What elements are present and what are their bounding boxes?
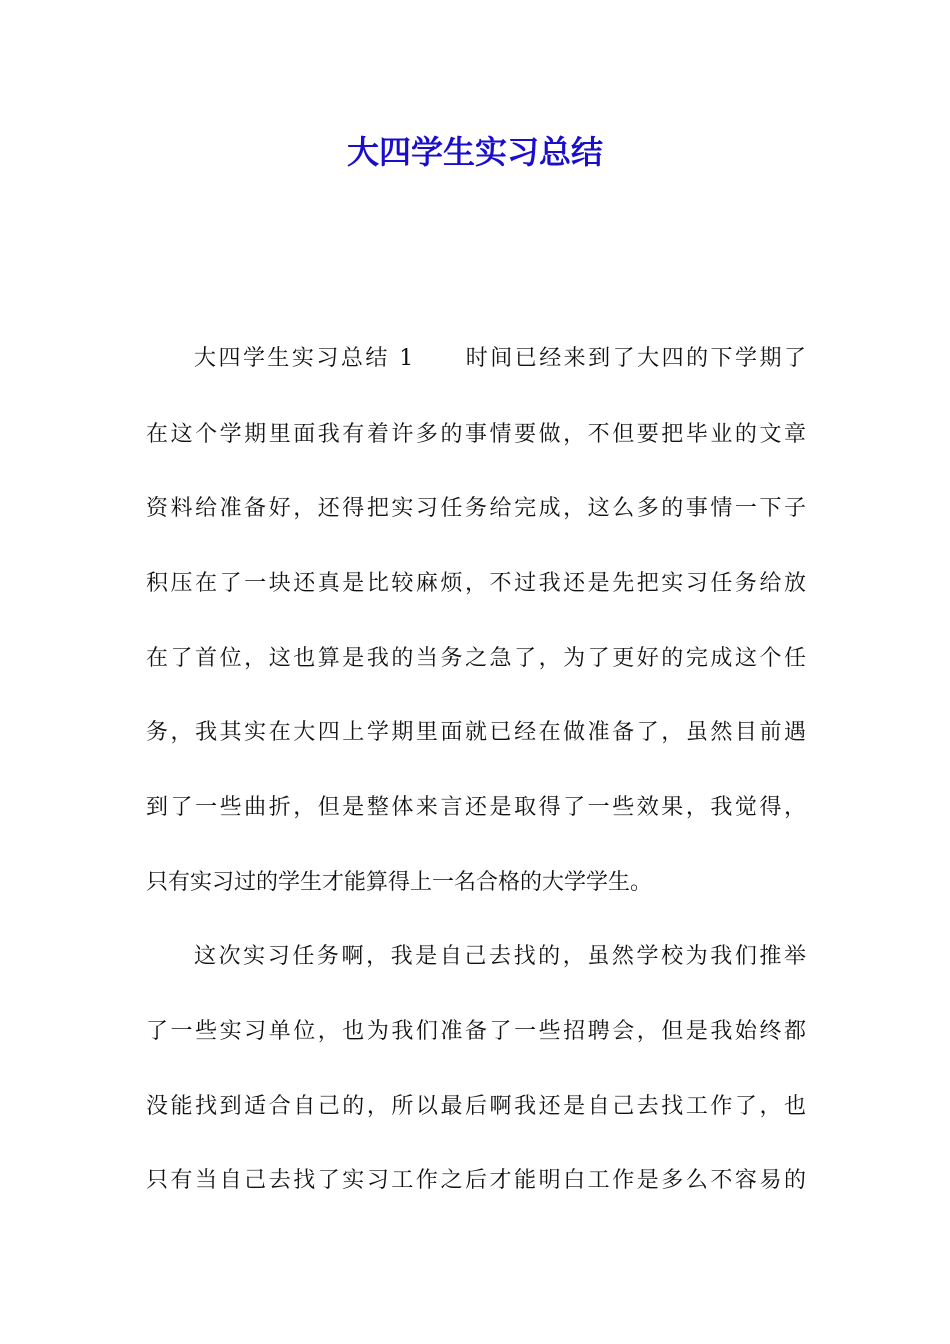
paragraph-2-line-4: 只有当自己去找了实习工作之后才能明白工作是多么不容易的: [146, 1168, 806, 1193]
paragraph-1-line-1: [194, 344, 806, 374]
paragraph-1-line-5: 在了首位，这也算是我的当务之急了，为了更好的完成这个任: [146, 646, 806, 671]
paragraph-1-line-8: 只有实习过的学生才能算得上一名合格的大学学生。: [146, 870, 653, 895]
section-heading: 大四学生实习总结 1: [194, 346, 414, 371]
paragraph-2-line-1: 这次实习任务啊，我是自己去找的，虽然学校为我们推举: [194, 944, 806, 969]
paragraph-1-first-line-text: 时间已经来到了大四的下学期了: [463, 346, 806, 371]
document-title: 大四学生实习总结: [346, 133, 603, 171]
paragraph-2-line-3: 没能找到适合自己的，所以最后啊我还是自己去找工作了，也: [146, 1094, 806, 1119]
paragraph-1-line-6: 务，我其实在大四上学期里面就已经在做准备了，虽然目前遇: [146, 720, 806, 745]
paragraph-1-line-4: 积压在了一块还真是比较麻烦，不过我还是先把实习任务给放: [146, 571, 806, 596]
paragraph-1-line-3: 资料给准备好，还得把实习任务给完成，这么多的事情一下子: [146, 496, 806, 521]
paragraph-1-line-7: 到了一些曲折，但是整体来言还是取得了一些效果，我觉得，: [146, 795, 806, 820]
paragraph-2-line-2: 了一些实习单位，也为我们准备了一些招聘会，但是我始终都: [146, 1019, 806, 1044]
paragraph-1-line-2: 在这个学期里面我有着许多的事情要做，不但要把毕业的文章: [146, 422, 806, 447]
